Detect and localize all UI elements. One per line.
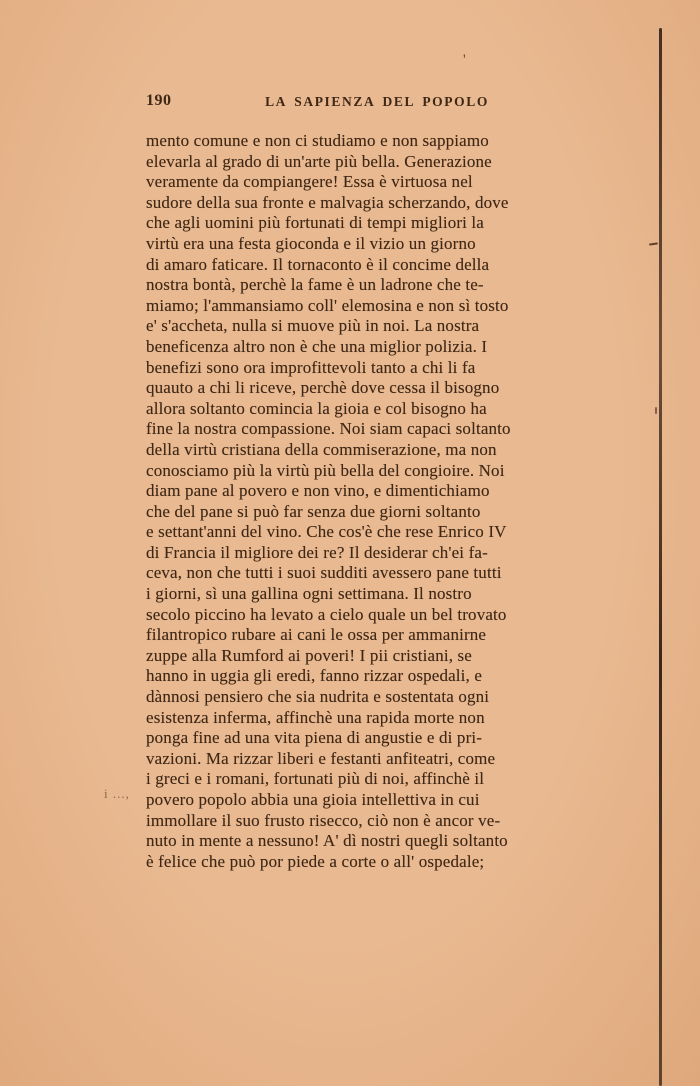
text-line: sudore della sua fronte e malvagia scherzando, dove: [146, 192, 509, 212]
text-line: è felice che può por piede a corte o all' ospedale;: [146, 851, 485, 871]
page-number: 190: [146, 92, 172, 109]
text-line: filantropico rubare ai cani le ossa per ammanirne: [146, 625, 487, 645]
text-line: esistenza inferma, affinchè una rapida morte non: [146, 707, 485, 727]
text-line: povero popolo abbia una gioia intellettiva in cui: [146, 790, 480, 809]
scan-speck-dash-2: [655, 407, 657, 414]
scan-speck-dash: [649, 242, 658, 245]
text-line: e' s'accheta, nulla si muove più in noi. La nostra: [146, 316, 480, 336]
text-line: virtù era una festa gioconda e il vizio un giorno: [146, 233, 476, 253]
body-text: [146, 131, 608, 872]
text-line: che del pane si può far senza due giorni soltanto: [146, 501, 481, 521]
text-line: i giorni, sì una gallina ogni settimana. Il nostro: [146, 584, 472, 604]
text-line: fine la nostra compassione. Noi siam capaci soltanto: [146, 419, 511, 439]
text-line: miamo; l'ammansiamo coll' elemosina e non sì tosto: [146, 295, 509, 315]
text-line: conosciamo più la virtù più bella del congioire. Noi: [146, 460, 505, 480]
text-line: immollare il suo frusto risecco, ciò non è ancor ve-: [146, 810, 501, 830]
text-line: nostra bontà, perchè la fame è un ladrone che te-: [146, 275, 484, 295]
margin-scan-mark: i ...,: [104, 786, 130, 801]
text-line: zuppe alla Rumford ai poveri! I pii cristiani, se: [146, 645, 473, 665]
text-line: i greci e i romani, fortunati più di noi, affinchè il: [146, 769, 485, 789]
text-line: ponga fine ad una vita piena di angustie e di pri-: [146, 728, 483, 748]
page-header: [146, 92, 608, 112]
text-line: beneficenza altro non è che una miglior polizia. I: [146, 336, 488, 356]
text-line: dànnosi pensiero che sia nudrita e sostentata ogni: [146, 687, 490, 707]
text-line: quauto a chi li riceve, perchè dove cessa il bisogno: [146, 378, 500, 398]
text-line: ceva, non che tutti i suoi sudditi avessero pane tutti: [146, 563, 502, 583]
text-line: nuto in mente a nessuno! A' dì nostri quegli soltanto: [146, 831, 508, 851]
text-line: e settant'anni del vino. Che cos'è che rese Enrico IV: [146, 522, 507, 542]
scan-speck-apostrophe: ': [463, 52, 466, 68]
running-title: LA SAPIENZA DEL POPOLO: [265, 94, 489, 109]
text-line: mento comune e non ci studiamo e non sappiamo: [146, 131, 489, 150]
text-line: hanno in uggia gli eredi, fanno rizzar ospedali, e: [146, 666, 483, 686]
text-line: secolo piccino ha levato a cielo quale un bel trovato: [146, 604, 507, 624]
text-line: elevarla al grado di un'arte più bella. Generazione: [146, 151, 492, 171]
text-line: che agli uomini più fortunati di tempi migliori la: [146, 213, 484, 233]
text-line: della virtù cristiana della commiserazione, ma non: [146, 439, 497, 459]
text-line: di Francia il migliore dei re? Il desiderar ch'ei fa-: [146, 542, 488, 562]
text-line: veramente da compiangere! Essa è virtuosa nel: [146, 172, 473, 192]
text-line: benefizi sono ora improfittevoli tanto a chi li fa: [146, 357, 476, 377]
text-line: di amaro faticare. Il tornaconto è il concime della: [146, 254, 490, 274]
text-line: diam pane al povero e non vino, e dimentichiamo: [146, 481, 490, 501]
text-line: allora soltanto comincia la gioia e col bisogno ha: [146, 398, 487, 418]
text-line: vazioni. Ma rizzar liberi e festanti anfiteatri, come: [146, 748, 496, 768]
page-edge-line: [659, 28, 662, 1086]
